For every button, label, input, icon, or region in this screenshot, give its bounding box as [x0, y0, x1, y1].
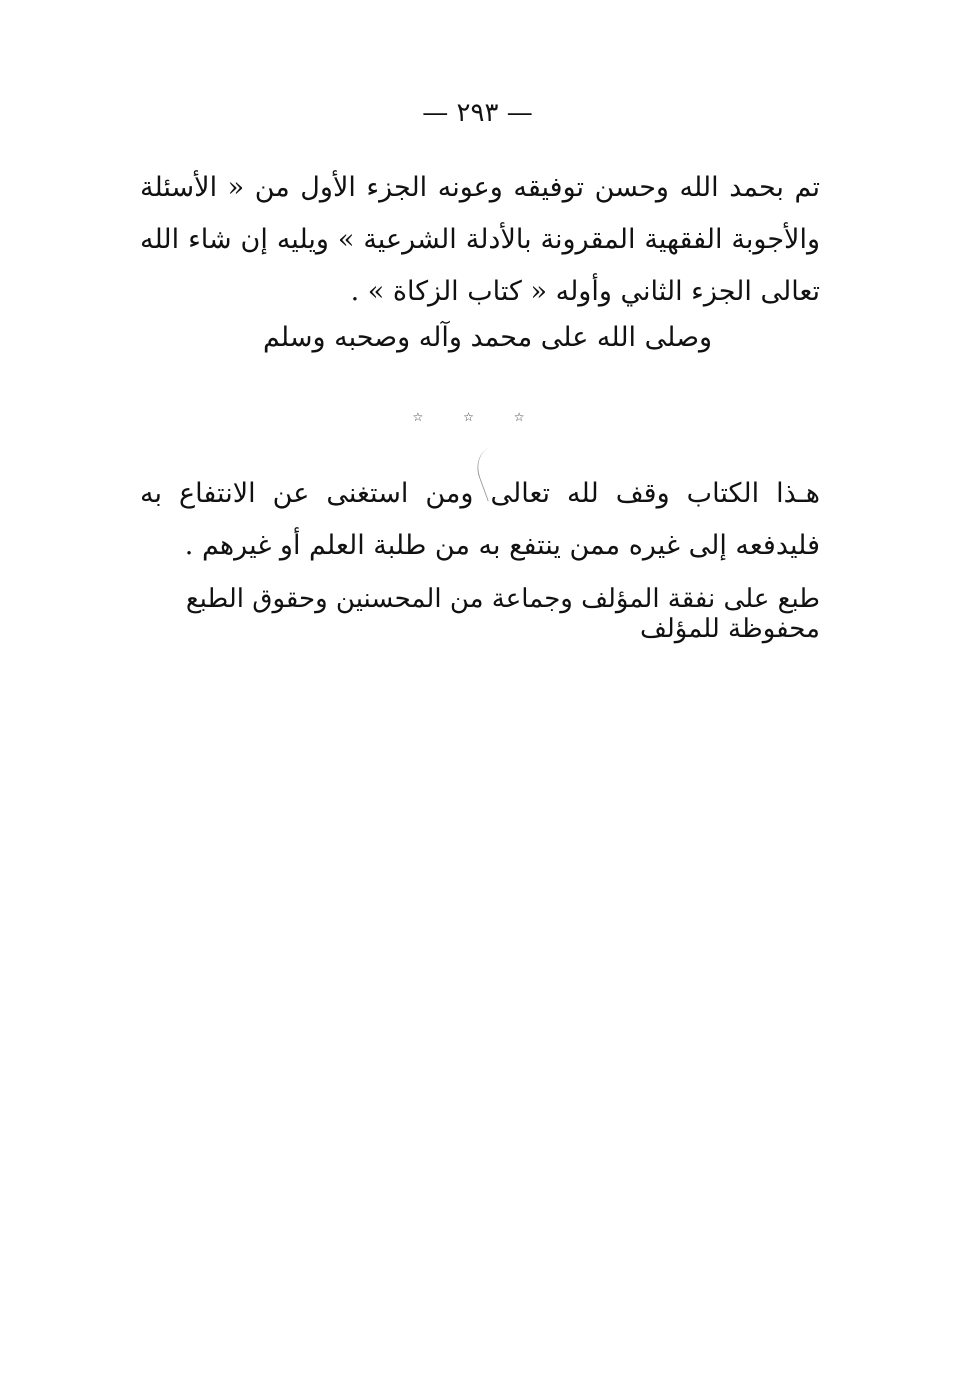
closing-paragraph: تم بحمد الله وحسن توفيقه وعونه الجزء الأول من « الأسئلة والأجوبة الفقهية المقرونة بالأدلة الشرعية » ويليه إن شاء الله تعالى الجزء الثاني وأوله « كتاب الزكاة » . [140, 172, 820, 307]
print-note: طبع على نفقة المؤلف وجماعة من المحسنين وحقوق الطبع محفوظة للمؤلف [185, 584, 820, 644]
page-number: — ٢٩٣ — [422, 98, 533, 128]
salutation-line: وصلى الله على محمد وآله وصحبه وسلم [262, 322, 713, 353]
waqf-notice: هـذا الكتاب وقف لله تعالى ومن استغنى عن الانتفاع به فليدفعه إلى غيره ممن ينتفع به من طلبة العلم أو غيرهم . [140, 478, 820, 561]
section-separator: ☆ ☆ ☆ [412, 410, 543, 424]
